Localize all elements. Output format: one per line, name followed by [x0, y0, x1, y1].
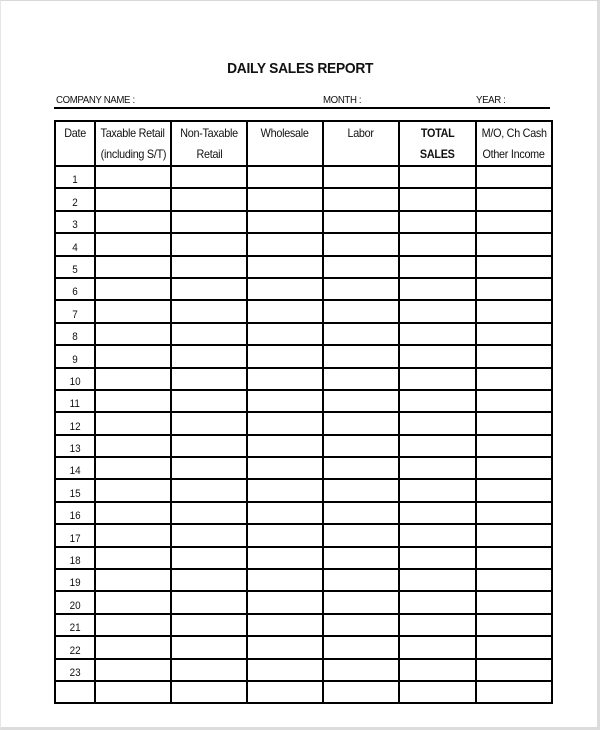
date-cell — [55, 435, 95, 457]
entry-cell-non-taxable-retail[interactable] — [171, 412, 247, 434]
entry-cell-non-taxable-retail[interactable] — [171, 211, 247, 233]
entry-cell-labor[interactable] — [323, 547, 399, 569]
day-number: 11 — [69, 398, 81, 411]
entry-cell-total-sales[interactable] — [399, 166, 476, 188]
entry-cell-labor[interactable] — [323, 502, 399, 524]
entry-cell-total-sales[interactable] — [399, 412, 476, 434]
day-number: 6 — [72, 286, 78, 299]
entry-cell-wholesale[interactable] — [247, 614, 323, 636]
continuation-cell — [171, 681, 247, 703]
table-row — [55, 547, 552, 569]
entry-cell-labor[interactable] — [323, 368, 399, 390]
entry-cell-labor[interactable] — [323, 524, 399, 546]
table-row — [55, 614, 552, 636]
entry-cell-other-income[interactable] — [476, 188, 552, 210]
entry-cell-labor[interactable] — [323, 345, 399, 367]
entry-cell-wholesale[interactable] — [247, 278, 323, 300]
entry-cell-taxable-retail[interactable] — [95, 188, 171, 210]
entry-cell-taxable-retail[interactable] — [95, 323, 171, 345]
table-body — [55, 166, 552, 703]
entry-cell-non-taxable-retail[interactable] — [171, 591, 247, 613]
entry-cell-wholesale[interactable] — [247, 368, 323, 390]
entry-cell-total-sales[interactable] — [399, 323, 476, 345]
day-number: 4 — [72, 241, 78, 254]
date-cell — [55, 188, 95, 210]
column-header-line1: Taxable Retail — [100, 126, 166, 140]
entry-cell-total-sales[interactable] — [399, 211, 476, 233]
entry-cell-taxable-retail[interactable] — [95, 256, 171, 278]
entry-cell-non-taxable-retail[interactable] — [171, 233, 247, 255]
day-number: 3 — [72, 219, 78, 232]
entry-cell-non-taxable-retail[interactable] — [171, 524, 247, 546]
entry-cell-taxable-retail[interactable] — [95, 636, 171, 658]
entry-cell-non-taxable-retail[interactable] — [171, 166, 247, 188]
date-cell — [55, 659, 95, 681]
day-number: 12 — [69, 420, 81, 433]
date-cell — [55, 278, 95, 300]
day-number: 5 — [72, 263, 78, 276]
entry-cell-taxable-retail[interactable] — [95, 569, 171, 591]
date-cell — [55, 300, 95, 322]
table-row — [55, 412, 552, 434]
entry-cell-other-income[interactable] — [476, 278, 552, 300]
report-title: DAILY SALES REPORT — [227, 60, 374, 77]
entry-cell-non-taxable-retail[interactable] — [171, 390, 247, 412]
entry-cell-labor[interactable] — [323, 412, 399, 434]
day-number: 2 — [72, 196, 78, 209]
continuation-cell — [55, 681, 95, 703]
entry-cell-non-taxable-retail[interactable] — [171, 278, 247, 300]
entry-cell-non-taxable-retail[interactable] — [171, 479, 247, 501]
entry-cell-other-income[interactable] — [476, 591, 552, 613]
entry-cell-taxable-retail[interactable] — [95, 412, 171, 434]
table-row — [55, 457, 552, 479]
table-row — [55, 591, 552, 613]
column-header-line1: M/O, Ch Cash — [481, 126, 547, 140]
entry-cell-total-sales[interactable] — [399, 569, 476, 591]
entry-cell-taxable-retail[interactable] — [95, 479, 171, 501]
day-number: 16 — [69, 510, 81, 523]
date-cell — [55, 547, 95, 569]
day-number: 17 — [69, 532, 81, 545]
continuation-cell — [323, 681, 399, 703]
entry-cell-taxable-retail[interactable] — [95, 591, 171, 613]
month-label: MONTH : — [323, 94, 362, 106]
column-header-non-taxable-retail — [171, 121, 247, 166]
entry-cell-taxable-retail[interactable] — [95, 166, 171, 188]
date-cell — [55, 591, 95, 613]
entry-cell-taxable-retail[interactable] — [95, 547, 171, 569]
table-row — [55, 368, 552, 390]
table-row — [55, 502, 552, 524]
entry-cell-wholesale[interactable] — [247, 479, 323, 501]
column-header-total-sales — [399, 121, 476, 166]
date-cell — [55, 390, 95, 412]
continuation-cell — [476, 681, 552, 703]
entry-cell-taxable-retail[interactable] — [95, 659, 171, 681]
column-header-line1: Wholesale — [260, 126, 309, 140]
company-name-label: COMPANY NAME : — [56, 94, 135, 106]
entry-cell-labor[interactable] — [323, 188, 399, 210]
entry-cell-taxable-retail[interactable] — [95, 435, 171, 457]
entry-cell-total-sales[interactable] — [399, 524, 476, 546]
table-row — [55, 569, 552, 591]
entry-cell-taxable-retail[interactable] — [95, 502, 171, 524]
table-continuation-row — [55, 681, 552, 703]
entry-cell-non-taxable-retail[interactable] — [171, 569, 247, 591]
entry-cell-total-sales[interactable] — [399, 591, 476, 613]
entry-cell-other-income[interactable] — [476, 502, 552, 524]
entry-cell-labor[interactable] — [323, 457, 399, 479]
entry-cell-non-taxable-retail[interactable] — [171, 256, 247, 278]
continuation-cell — [95, 681, 171, 703]
day-number: 23 — [69, 666, 81, 679]
entry-cell-total-sales[interactable] — [399, 278, 476, 300]
entry-cell-total-sales[interactable] — [399, 479, 476, 501]
entry-cell-non-taxable-retail[interactable] — [171, 547, 247, 569]
entry-cell-total-sales[interactable] — [399, 368, 476, 390]
entry-cell-non-taxable-retail[interactable] — [171, 368, 247, 390]
entry-cell-other-income[interactable] — [476, 569, 552, 591]
entry-cell-total-sales[interactable] — [399, 547, 476, 569]
column-header-date — [55, 121, 95, 166]
column-header-line2: SALES — [420, 147, 455, 161]
entry-cell-other-income[interactable] — [476, 390, 552, 412]
entry-cell-labor[interactable] — [323, 256, 399, 278]
entry-cell-labor[interactable] — [323, 323, 399, 345]
entry-cell-total-sales[interactable] — [399, 390, 476, 412]
day-number: 9 — [72, 353, 78, 366]
entry-cell-taxable-retail[interactable] — [95, 345, 171, 367]
entry-cell-total-sales[interactable] — [399, 300, 476, 322]
table-row — [55, 323, 552, 345]
entry-cell-wholesale[interactable] — [247, 233, 323, 255]
entry-cell-wholesale[interactable] — [247, 390, 323, 412]
entry-cell-non-taxable-retail[interactable] — [171, 435, 247, 457]
entry-cell-wholesale[interactable] — [247, 166, 323, 188]
day-number: 13 — [69, 443, 81, 456]
day-number: 19 — [69, 577, 81, 590]
entry-cell-taxable-retail[interactable] — [95, 457, 171, 479]
entry-cell-other-income[interactable] — [476, 479, 552, 501]
entry-cell-total-sales[interactable] — [399, 256, 476, 278]
table-row — [55, 479, 552, 501]
entry-cell-other-income[interactable] — [476, 614, 552, 636]
table-row — [55, 435, 552, 457]
header-underline — [54, 107, 550, 109]
date-cell — [55, 166, 95, 188]
column-header-line2: (including S/T) — [100, 147, 166, 161]
date-cell — [55, 233, 95, 255]
day-number: 1 — [72, 174, 78, 187]
entry-cell-other-income[interactable] — [476, 368, 552, 390]
entry-cell-total-sales[interactable] — [399, 345, 476, 367]
entry-cell-total-sales[interactable] — [399, 435, 476, 457]
entry-cell-other-income[interactable] — [476, 323, 552, 345]
entry-cell-labor[interactable] — [323, 591, 399, 613]
date-cell — [55, 569, 95, 591]
entry-cell-other-income[interactable] — [476, 659, 552, 681]
entry-cell-wholesale[interactable] — [247, 211, 323, 233]
table-row — [55, 188, 552, 210]
table-row — [55, 233, 552, 255]
entry-cell-other-income[interactable] — [476, 524, 552, 546]
entry-cell-taxable-retail[interactable] — [95, 390, 171, 412]
date-cell — [55, 368, 95, 390]
column-header-line2: Retail — [195, 147, 222, 161]
date-cell — [55, 636, 95, 658]
entry-cell-total-sales[interactable] — [399, 188, 476, 210]
day-number: 18 — [69, 555, 81, 568]
entry-cell-non-taxable-retail[interactable] — [171, 457, 247, 479]
continuation-cell — [247, 681, 323, 703]
date-cell — [55, 457, 95, 479]
entry-cell-other-income[interactable] — [476, 412, 552, 434]
table-row — [55, 659, 552, 681]
entry-cell-non-taxable-retail[interactable] — [171, 614, 247, 636]
entry-cell-labor[interactable] — [323, 166, 399, 188]
day-number: 7 — [72, 308, 78, 321]
entry-cell-total-sales[interactable] — [399, 233, 476, 255]
column-header-taxable-retail — [95, 121, 171, 166]
entry-cell-labor[interactable] — [323, 659, 399, 681]
entry-cell-labor[interactable] — [323, 636, 399, 658]
table-row — [55, 636, 552, 658]
entry-cell-other-income[interactable] — [476, 256, 552, 278]
entry-cell-other-income[interactable] — [476, 300, 552, 322]
table-row — [55, 390, 552, 412]
date-cell — [55, 412, 95, 434]
column-header-line1: Labor — [347, 126, 375, 140]
day-number: 10 — [69, 375, 81, 388]
continuation-cell — [399, 681, 476, 703]
entry-cell-wholesale[interactable] — [247, 659, 323, 681]
entry-cell-taxable-retail[interactable] — [95, 300, 171, 322]
entry-cell-labor[interactable] — [323, 479, 399, 501]
entry-cell-other-income[interactable] — [476, 636, 552, 658]
entry-cell-wholesale[interactable] — [247, 547, 323, 569]
entry-cell-other-income[interactable] — [476, 211, 552, 233]
column-header-line1: TOTAL — [420, 126, 455, 140]
day-number: 21 — [69, 622, 81, 635]
entry-cell-wholesale[interactable] — [247, 345, 323, 367]
table-row — [55, 166, 552, 188]
year-label: YEAR : — [476, 94, 506, 106]
entry-cell-non-taxable-retail[interactable] — [171, 502, 247, 524]
entry-cell-wholesale[interactable] — [247, 524, 323, 546]
day-number: 22 — [69, 644, 81, 657]
entry-cell-total-sales[interactable] — [399, 614, 476, 636]
entry-cell-wholesale[interactable] — [247, 300, 323, 322]
entry-cell-other-income[interactable] — [476, 435, 552, 457]
table-row — [55, 300, 552, 322]
entry-cell-labor[interactable] — [323, 211, 399, 233]
entry-cell-other-income[interactable] — [476, 233, 552, 255]
entry-cell-taxable-retail[interactable] — [95, 614, 171, 636]
entry-cell-non-taxable-retail[interactable] — [171, 188, 247, 210]
entry-cell-other-income[interactable] — [476, 166, 552, 188]
header-row — [55, 121, 552, 166]
entry-cell-taxable-retail[interactable] — [95, 368, 171, 390]
entry-cell-total-sales[interactable] — [399, 659, 476, 681]
date-cell — [55, 323, 95, 345]
entry-cell-wholesale[interactable] — [247, 502, 323, 524]
entry-cell-other-income[interactable] — [476, 345, 552, 367]
entry-cell-taxable-retail[interactable] — [95, 278, 171, 300]
entry-cell-total-sales[interactable] — [399, 502, 476, 524]
day-number: 20 — [69, 599, 81, 612]
entry-cell-non-taxable-retail[interactable] — [171, 300, 247, 322]
date-cell — [55, 256, 95, 278]
entry-cell-labor[interactable] — [323, 390, 399, 412]
entry-cell-total-sales[interactable] — [399, 636, 476, 658]
date-cell — [55, 614, 95, 636]
entry-cell-wholesale[interactable] — [247, 569, 323, 591]
date-cell — [55, 524, 95, 546]
entry-cell-wholesale[interactable] — [247, 188, 323, 210]
entry-cell-wholesale[interactable] — [247, 323, 323, 345]
column-header-line2: Other Income — [482, 147, 546, 161]
day-number: 15 — [69, 487, 81, 500]
entry-cell-labor[interactable] — [323, 233, 399, 255]
column-header-wholesale — [247, 121, 323, 166]
date-cell — [55, 211, 95, 233]
entry-cell-labor[interactable] — [323, 435, 399, 457]
entry-cell-labor[interactable] — [323, 278, 399, 300]
entry-cell-wholesale[interactable] — [247, 457, 323, 479]
date-cell — [55, 479, 95, 501]
table-row — [55, 524, 552, 546]
column-header-line1: Date — [64, 126, 86, 140]
entry-cell-other-income[interactable] — [476, 457, 552, 479]
entry-cell-labor[interactable] — [323, 614, 399, 636]
entry-cell-taxable-retail[interactable] — [95, 211, 171, 233]
table-row — [55, 211, 552, 233]
entry-cell-total-sales[interactable] — [399, 457, 476, 479]
table-row — [55, 345, 552, 367]
entry-cell-other-income[interactable] — [476, 547, 552, 569]
column-header-labor — [323, 121, 399, 166]
entry-cell-wholesale[interactable] — [247, 591, 323, 613]
entry-cell-non-taxable-retail[interactable] — [171, 659, 247, 681]
day-number: 8 — [72, 331, 78, 344]
entry-cell-non-taxable-retail[interactable] — [171, 323, 247, 345]
entry-cell-taxable-retail[interactable] — [95, 233, 171, 255]
day-number: 14 — [69, 465, 81, 478]
date-cell — [55, 502, 95, 524]
entry-cell-wholesale[interactable] — [247, 636, 323, 658]
entry-cell-taxable-retail[interactable] — [95, 524, 171, 546]
table-row — [55, 278, 552, 300]
entry-cell-labor[interactable] — [323, 569, 399, 591]
entry-cell-wholesale[interactable] — [247, 412, 323, 434]
entry-cell-labor[interactable] — [323, 300, 399, 322]
column-header-other-income — [476, 121, 552, 166]
entry-cell-wholesale[interactable] — [247, 435, 323, 457]
entry-cell-wholesale[interactable] — [247, 256, 323, 278]
date-cell — [55, 345, 95, 367]
column-header-line1: Non-Taxable — [180, 126, 238, 140]
entry-cell-non-taxable-retail[interactable] — [171, 636, 247, 658]
table-row — [55, 256, 552, 278]
sales-report-table — [54, 120, 553, 704]
entry-cell-non-taxable-retail[interactable] — [171, 345, 247, 367]
